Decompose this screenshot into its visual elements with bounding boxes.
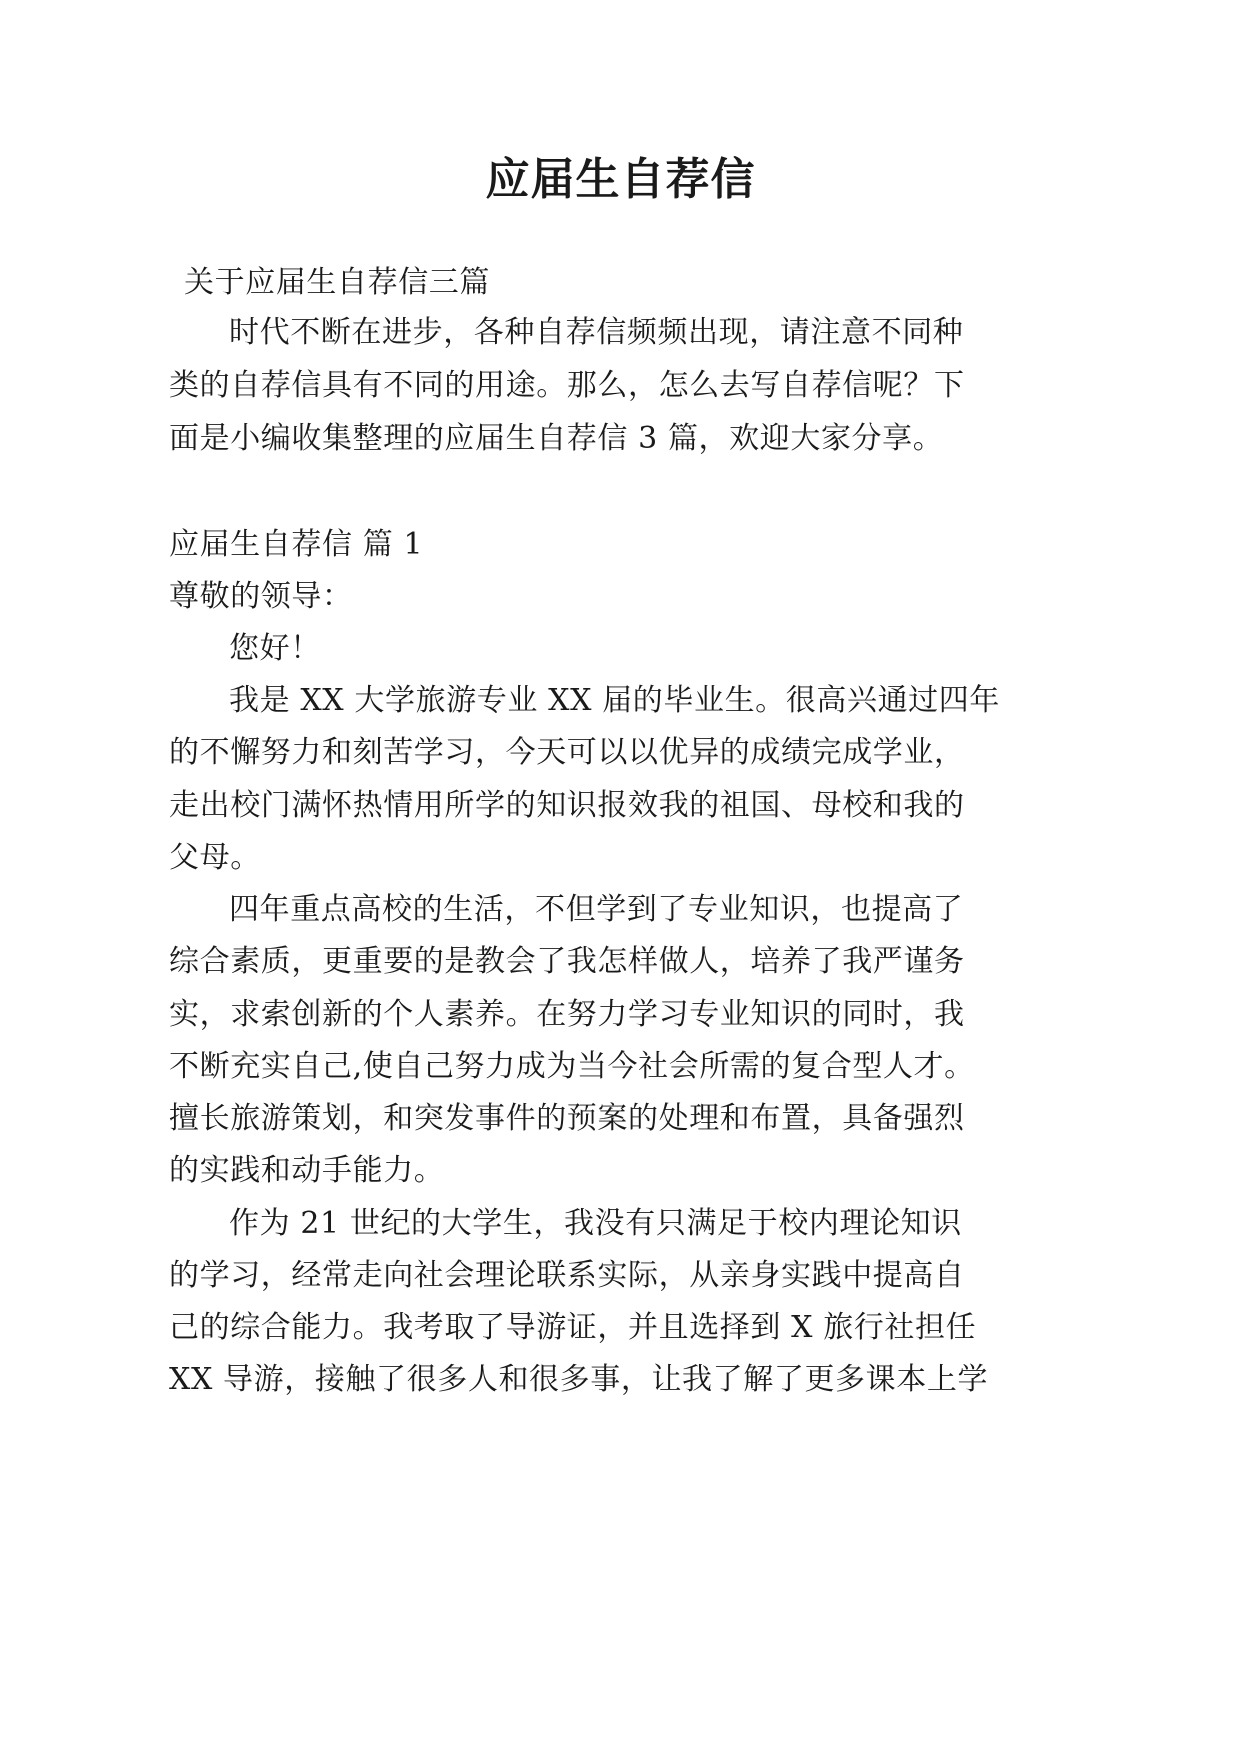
text-line: 父母。	[169, 840, 261, 875]
text-line: 类的自荐信具有不同的用途。那么，怎么去写自荐信呢？下	[169, 368, 965, 403]
text-line: 擅长旅游策划，和突发事件的预案的处理和布置，具备强烈	[169, 1101, 965, 1136]
text-line: XX 导游，接触了很多人和很多事，让我了解了更多课本上学	[169, 1362, 989, 1397]
text-line: 的学习，经常走向社会理论联系实际，从亲身实践中提高自	[169, 1258, 965, 1293]
text-line: 走出校门满怀热情用所学的知识报效我的祖国、母校和我的	[169, 788, 965, 823]
text-line: 己的综合能力。我考取了导游证，并且选择到 X 旅行社担任	[169, 1310, 977, 1345]
text-line: 时代不断在进步，各种自荐信频频出现，请注意不同种	[229, 315, 964, 350]
document-title: 应届生自荐信	[485, 154, 756, 205]
text-line: 不断充实自己,使自己努力成为当今社会所需的复合型人才。	[169, 1049, 975, 1084]
salutation: 尊敬的领导：	[169, 579, 353, 614]
text-line: 的不懈努力和刻苦学习，今天可以以优异的成绩完成学业，	[169, 735, 965, 770]
text-line: 四年重点高校的生活，不但学到了专业知识，也提高了	[229, 892, 964, 927]
text-line: 综合素质，更重要的是教会了我怎样做人，培养了我严谨务	[169, 944, 965, 979]
document-subtitle: 关于应届生自荐信三篇	[184, 265, 490, 300]
text-line: 作为 21 世纪的大学生，我没有只满足于校内理论知识	[229, 1206, 962, 1241]
text-line: 面是小编收集整理的应届生自荐信 3 篇，欢迎大家分享。	[169, 421, 944, 456]
text-line: 我是 XX 大学旅游专业 XX 届的毕业生。很高兴通过四年	[229, 683, 1000, 718]
greeting: 您好！	[229, 631, 321, 666]
section-heading: 应届生自荐信 篇 1	[169, 527, 424, 562]
text-line: 的实践和动手能力。	[169, 1153, 445, 1188]
text-line: 实，求索创新的个人素养。在努力学习专业知识的同时，我	[169, 997, 965, 1032]
